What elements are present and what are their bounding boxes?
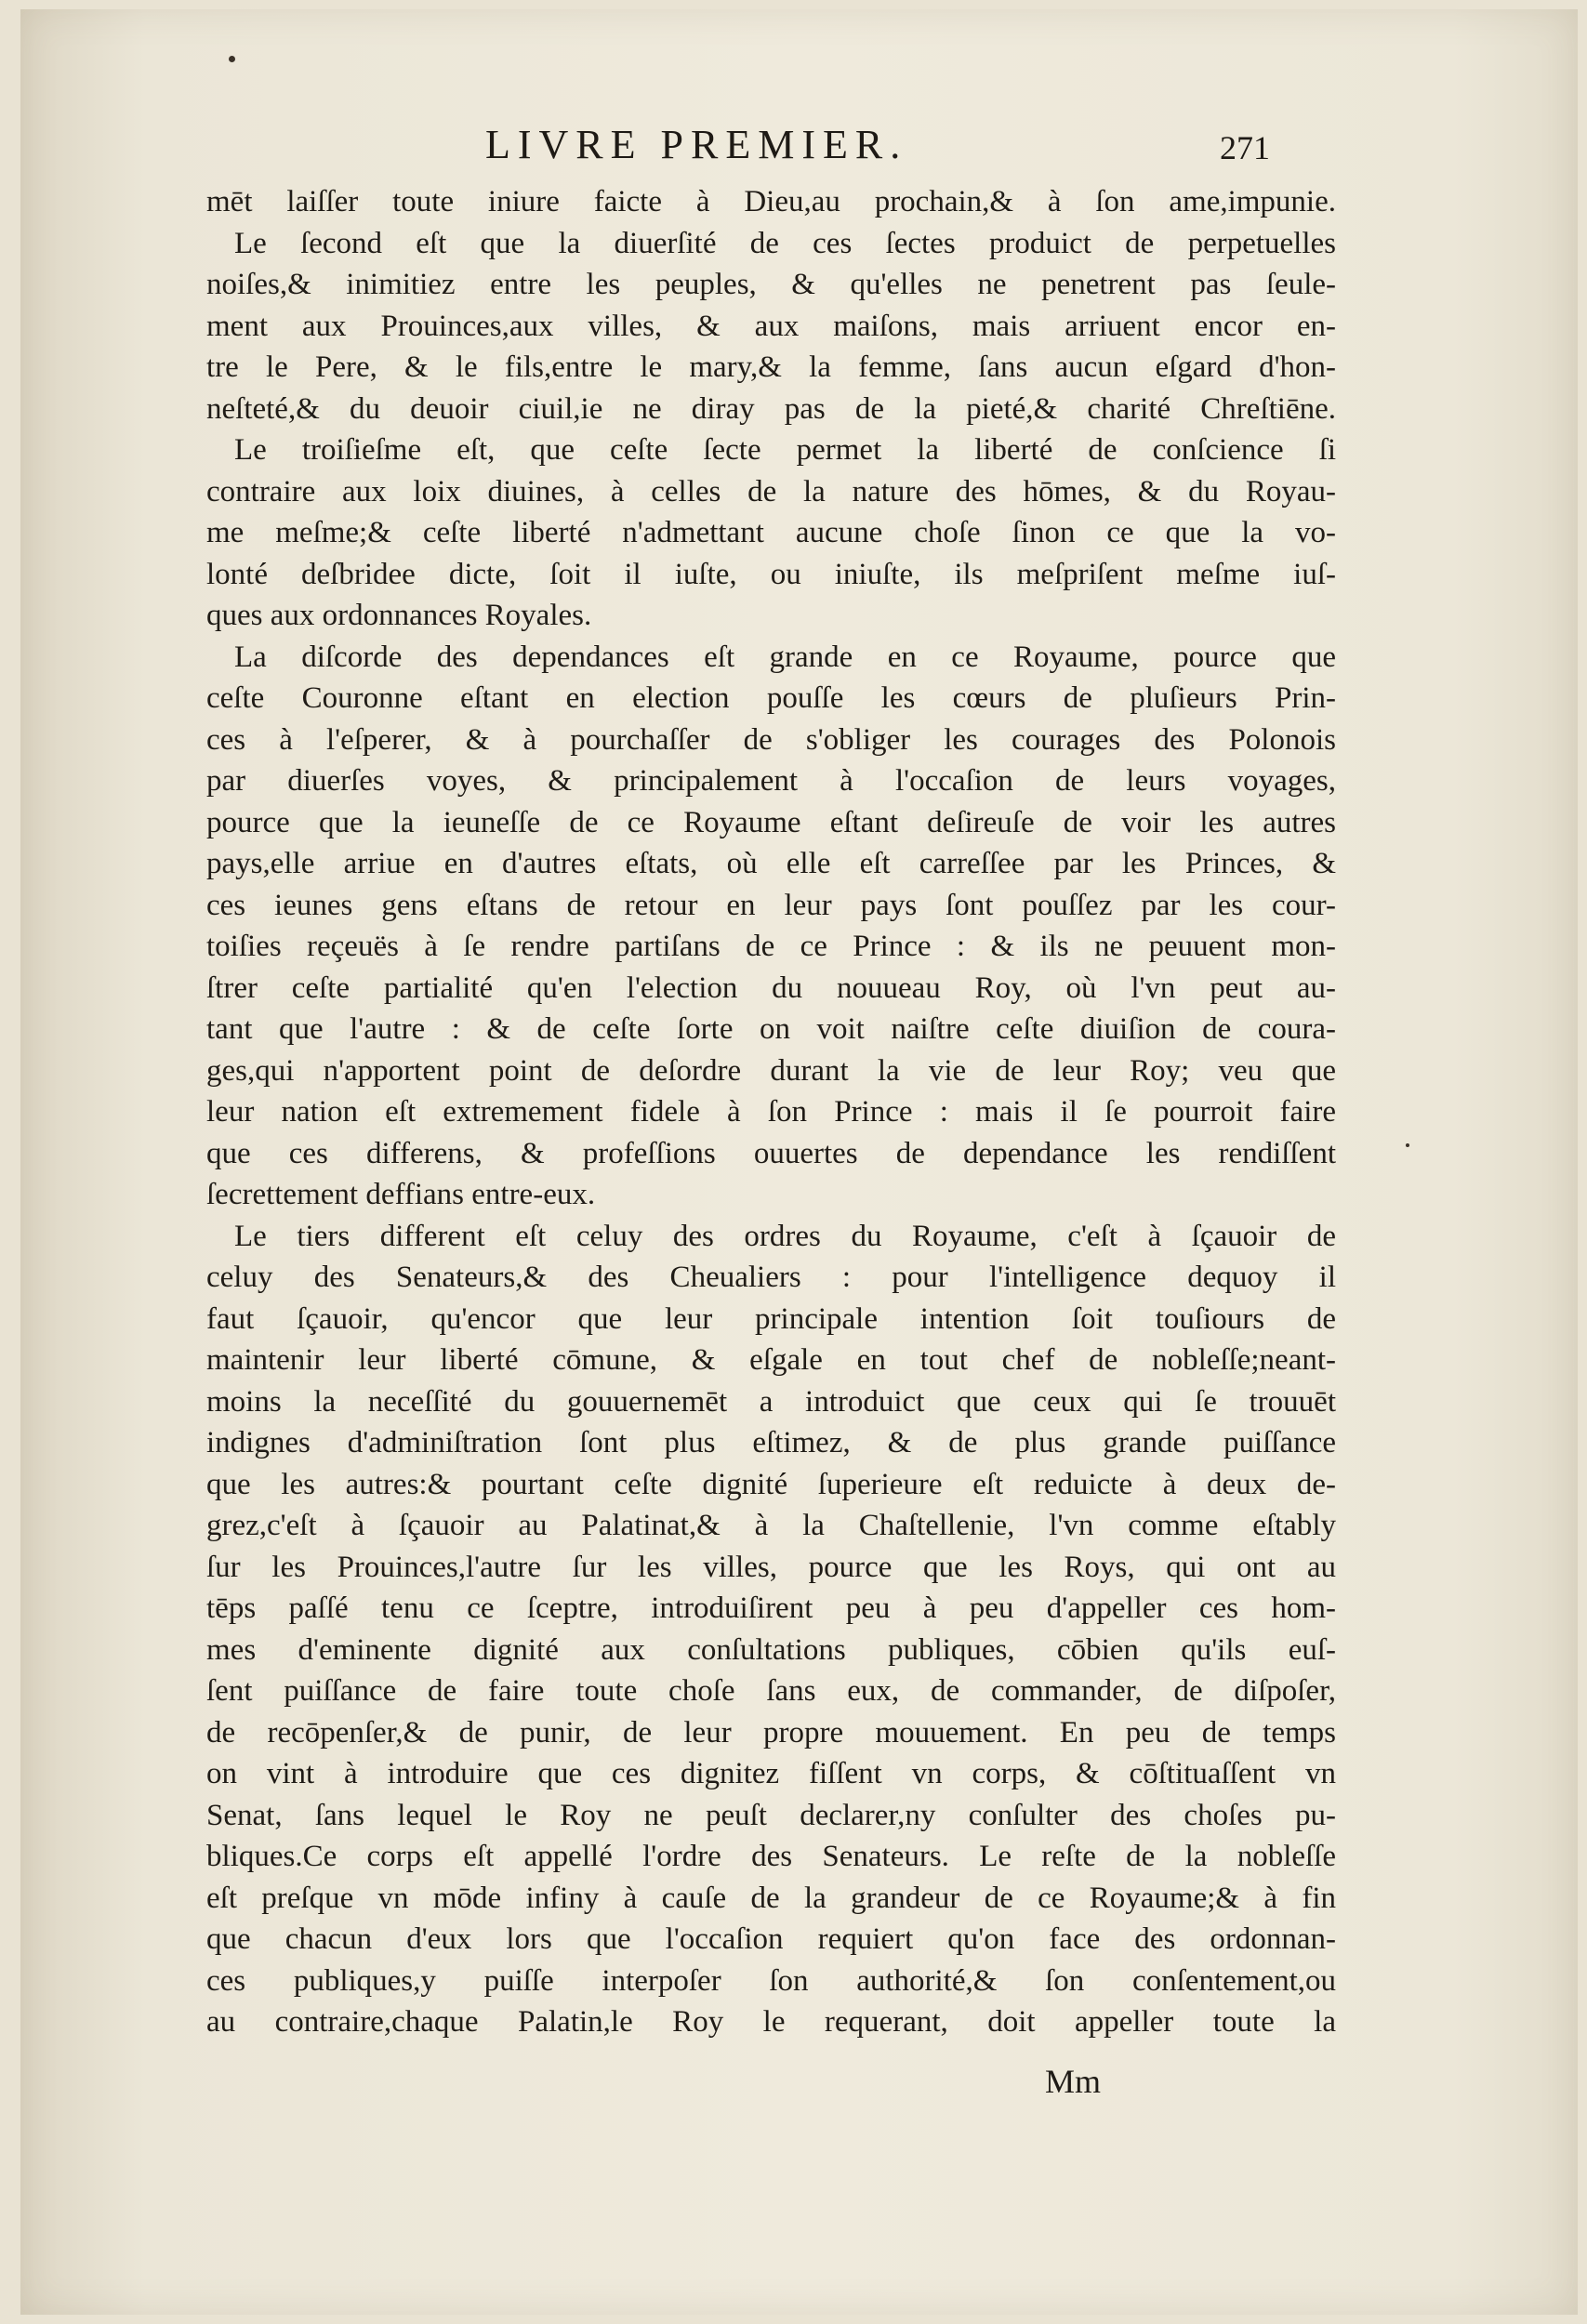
- text-line: La diſcorde des dependances eſt grande en ce Royaume, pource que: [234, 640, 1336, 674]
- paragraph: [206, 1216, 1336, 2043]
- page-number: 271: [1220, 129, 1270, 166]
- text-line: pays,elle arriue en d'autres eſtats, où elle eſt carreſſee par les Princes, &: [206, 847, 1336, 880]
- text-line: ſecrettement deffians entre-eux.: [206, 1178, 596, 1211]
- paragraph: [206, 637, 1336, 1216]
- ink-speck: [229, 56, 235, 62]
- text-line: mēt laiſſer toute iniure faicte à Dieu,au prochain,& à ſon ame,impunie.: [206, 185, 1336, 218]
- text-line: indignes d'adminiſtration ſont plus eſtimez, & de plus grande puiſſance: [206, 1426, 1336, 1459]
- text-line: mes d'eminente dignité aux conſultations publiques, cōbien qu'ils euſ-: [206, 1632, 1336, 1667]
- text-block: [206, 181, 1336, 2043]
- text-line: contraire aux loix diuines, à celles de la nature des hōmes, & du Royau-: [206, 474, 1336, 508]
- text-line: toiſies reçeuës à ſe rendre partiſans de ce Prince : & ils ne peuuent mon-: [206, 930, 1336, 963]
- text-line: au contraire,chaque Palatin,le Roy le requerant, doit appeller toute la: [206, 2005, 1336, 2039]
- page-header: [20, 121, 1578, 177]
- text-line: ques aux ordonnances Royales.: [206, 599, 592, 632]
- text-line: maintenir leur liberté cōmune, & eſgale en tout chef de nobleſſe;neant-: [206, 1343, 1336, 1377]
- text-line: bliques.Ce corps eſt appellé l'ordre des Senateurs. Le reſte de la nobleſſe: [206, 1840, 1336, 1873]
- text-line: eſt preſque vn mōde infiny à cauſe de la grandeur de ce Royaume;& à fin: [206, 1881, 1336, 1915]
- text-line: que ces differens, & profeſſions ouuertes de dependance les rendiſſent: [206, 1136, 1336, 1170]
- text-line: ſur les Prouinces,l'autre ſur les villes, pource que les Roys, qui ont au: [206, 1550, 1336, 1584]
- text-line: neſteté,& du deuoir ciuil,ie ne diray pas de la pieté,& charité Chreſtiēne.: [206, 391, 1336, 426]
- text-line: ſtrer ceſte partialité qu'en l'election du nouueau Roy, où l'vn peut au-: [206, 971, 1336, 1005]
- text-line: que chacun d'eux lors que l'occaſion requiert qu'on face des ordonnan-: [206, 1922, 1336, 1956]
- text-line: tant que l'autre : & de ceſte ſorte on voit naiſtre ceſte diuiſion de coura-: [206, 1012, 1336, 1046]
- text-line: ces publiques,y puiſſe interpoſer ſon authorité,& ſon conſentement,ou: [206, 1963, 1336, 1998]
- text-line: ceſte Couronne eſtant en election pouſſe les cœurs de pluſieurs Prin-: [206, 681, 1336, 715]
- catchword: Mm: [1045, 2063, 1102, 2100]
- book-page: [20, 9, 1578, 2315]
- text-line: lonté deſbridee dicte, ſoit il iuſte, ou iniuſte, ils meſpriſent meſme iuſ-: [206, 557, 1336, 591]
- text-line: ſent puiſſance de faire toute choſe ſans eux, de commander, de diſpoſer,: [206, 1674, 1336, 1708]
- text-line: Le tiers different eſt celuy des ordres du Royaume, c'eſt à ſçauoir de: [234, 1219, 1336, 1253]
- text-line: noiſes,& inimitiez entre les peuples, & qu'elles ne penetrent pas ſeule-: [206, 268, 1336, 301]
- text-line: faut ſçauoir, qu'encor que leur principale intention ſoit touſiours de: [206, 1301, 1336, 1336]
- text-line: me meſme;& ceſte liberté n'admettant aucune choſe ſinon ce que la vo-: [206, 516, 1336, 549]
- text-line: tre le Pere, & le fils,entre le mary,& la femme, ſans aucun eſgard d'hon-: [206, 350, 1336, 384]
- text-line: Le troiſieſme eſt, que ceſte ſecte permet la liberté de conſcience ſi: [234, 433, 1336, 467]
- text-line: ment aux Prouinces,aux villes, & aux maiſons, mais arriuent encor en-: [206, 309, 1336, 343]
- paragraph: [206, 429, 1336, 637]
- paragraph: [206, 223, 1336, 430]
- text-line: grez,c'eſt à ſçauoir au Palatinat,& à la Chaſtellenie, l'vn comme eſtably: [206, 1509, 1336, 1542]
- text-line: celuy des Senateurs,& des Cheualiers : pour l'intelligence dequoy il: [206, 1261, 1336, 1294]
- text-line: ces ieunes gens eſtans de retour en leur pays ſont pouſſez par les cour-: [206, 888, 1336, 922]
- text-line: par diuerſes voyes, & principalement à l'occaſion de leurs voyages,: [206, 764, 1336, 798]
- text-line: moins la neceſſité du gouuernemēt a introduict que ceux qui ſe trouuēt: [206, 1384, 1336, 1419]
- text-line: Senat, ſans lequel le Roy ne peuſt declarer,ny conſulter des choſes pu-: [206, 1798, 1336, 1832]
- text-line: de recōpenſer,& de punir, de leur propre mouuement. En peu de temps: [206, 1715, 1336, 1750]
- text-line: que les autres:& pourtant ceſte dignité ſuperieure eſt reduicte à deux de-: [206, 1467, 1336, 1501]
- ink-speck: [1406, 1143, 1409, 1147]
- text-line: ces à l'eſperer, & à pourchaſſer de s'obliger les courages des Polonois: [206, 722, 1336, 757]
- text-line: pource que la ieuneſſe de ce Royaume eſtant deſireuſe de voir les autres: [206, 805, 1336, 839]
- text-line: ges,qui n'apportent point de deſordre durant la vie de leur Roy; veu que: [206, 1053, 1336, 1088]
- running-title: LIVRE PREMIER.: [485, 122, 908, 167]
- text-line: on vint à introduire que ces dignitez fiſſent vn corps, & cōſtituaſſent vn: [206, 1757, 1336, 1790]
- paragraph: [206, 181, 1336, 223]
- text-line: leur nation eſt extremement fidele à ſon Prince : mais il ſe pourroit faire: [206, 1095, 1336, 1129]
- text-line: Le ſecond eſt que la diuerſité de ces ſectes produict de perpetuelles: [234, 226, 1336, 260]
- text-line: tēps paſſé tenu ce ſceptre, introduiſirent peu à peu d'appeller ces hom-: [206, 1591, 1336, 1625]
